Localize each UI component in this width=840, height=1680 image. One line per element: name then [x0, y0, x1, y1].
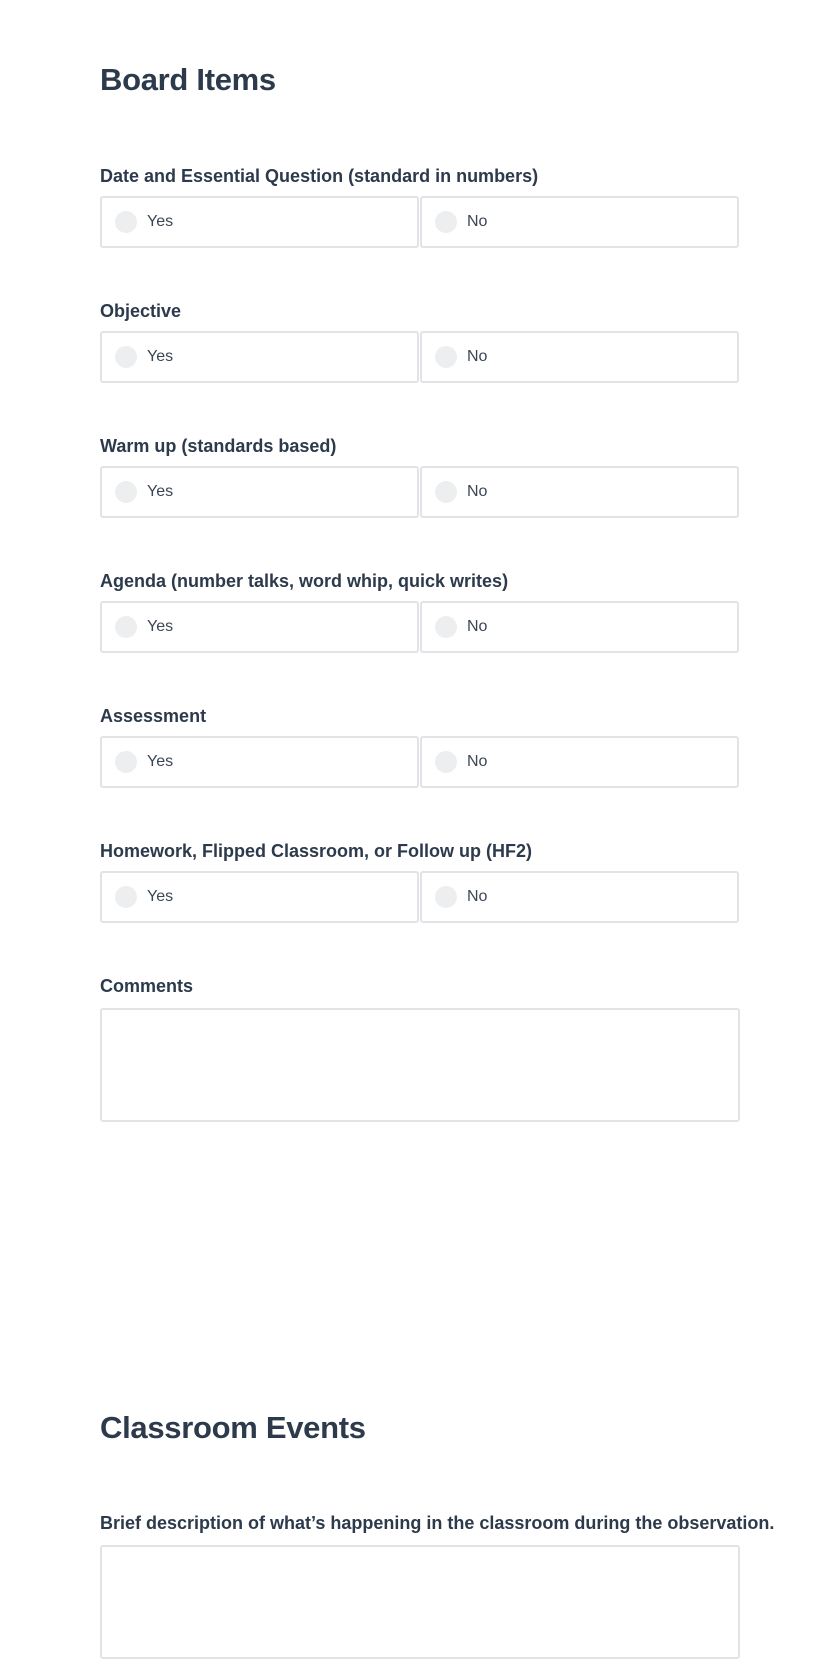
option-label: Yes — [147, 618, 174, 635]
comments-label: Comments — [100, 976, 194, 996]
option-no[interactable] — [420, 466, 739, 518]
radio-group — [100, 871, 740, 923]
radio-group — [100, 466, 740, 518]
question-label: Objective — [100, 301, 182, 321]
question-label: Warm up (standards based) — [100, 436, 337, 456]
board-items-title: Board Items — [100, 62, 276, 97]
radio-button[interactable] — [435, 751, 457, 773]
option-no[interactable] — [420, 196, 739, 248]
question-warm-up — [100, 434, 740, 500]
option-label: Yes — [147, 348, 174, 365]
option-label: No — [467, 483, 488, 500]
radio-button[interactable] — [115, 751, 137, 773]
option-label: No — [467, 348, 488, 365]
radio-button[interactable] — [115, 346, 137, 368]
option-label: Yes — [147, 753, 174, 770]
description-label: Brief description of what’s happening in the classroom during the observation. — [100, 1513, 775, 1533]
option-yes[interactable] — [100, 466, 419, 518]
comments-field — [100, 974, 740, 998]
radio-button[interactable] — [435, 481, 457, 503]
question-homework — [100, 839, 740, 905]
option-label: No — [467, 753, 488, 770]
classroom-events-title: Classroom Events — [100, 1410, 366, 1445]
option-label: No — [467, 888, 488, 905]
comments-textarea[interactable] — [100, 1008, 740, 1122]
option-yes[interactable] — [100, 331, 419, 383]
option-yes[interactable] — [100, 601, 419, 653]
question-agenda — [100, 569, 740, 635]
question-date-essential — [100, 164, 740, 230]
radio-group — [100, 736, 740, 788]
radio-button[interactable] — [115, 886, 137, 908]
option-no[interactable] — [420, 736, 739, 788]
radio-group — [100, 601, 740, 653]
radio-button[interactable] — [435, 211, 457, 233]
option-yes[interactable] — [100, 196, 419, 248]
radio-button[interactable] — [435, 346, 457, 368]
radio-button[interactable] — [435, 886, 457, 908]
option-yes[interactable] — [100, 736, 419, 788]
question-label: Homework, Flipped Classroom, or Follow up (HF2) — [100, 841, 533, 861]
option-label: Yes — [147, 213, 174, 230]
radio-button[interactable] — [115, 481, 137, 503]
description-field — [100, 1511, 775, 1535]
radio-button[interactable] — [115, 616, 137, 638]
question-label: Agenda (number talks, word whip, quick writes) — [100, 571, 509, 591]
question-objective — [100, 299, 740, 365]
radio-group — [100, 196, 740, 248]
option-no[interactable] — [420, 871, 739, 923]
option-label: Yes — [147, 483, 174, 500]
option-yes[interactable] — [100, 871, 419, 923]
question-assessment — [100, 704, 740, 770]
radio-group — [100, 331, 740, 383]
question-label: Date and Essential Question (standard in numbers) — [100, 166, 539, 186]
radio-button[interactable] — [115, 211, 137, 233]
option-no[interactable] — [420, 601, 739, 653]
option-no[interactable] — [420, 331, 739, 383]
option-label: No — [467, 618, 488, 635]
option-label: No — [467, 213, 488, 230]
radio-button[interactable] — [435, 616, 457, 638]
question-label: Assessment — [100, 706, 207, 726]
description-textarea[interactable] — [100, 1545, 740, 1659]
option-label: Yes — [147, 888, 174, 905]
